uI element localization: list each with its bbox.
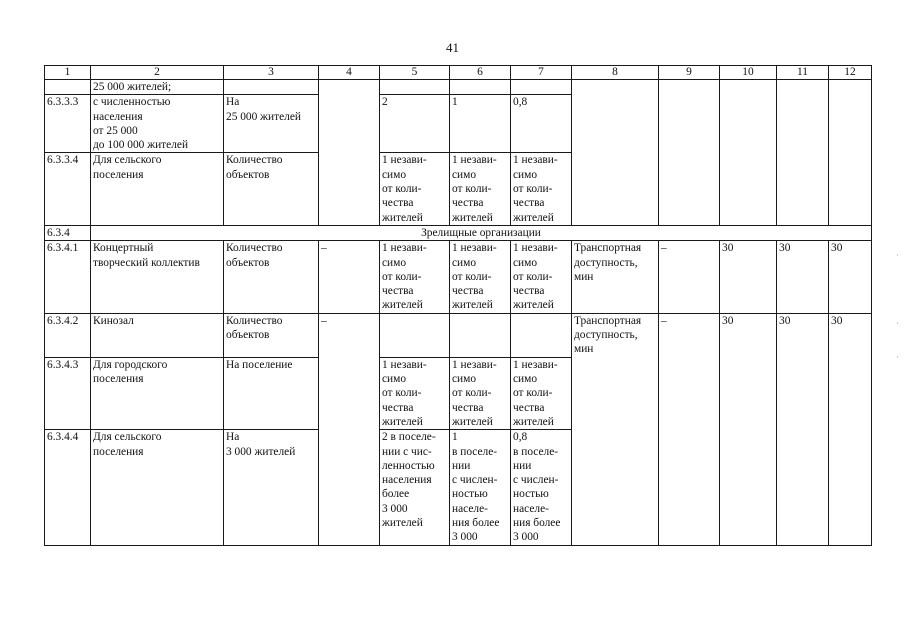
row-name-cell: Концертный творческий коллектив: [91, 241, 224, 313]
table-cell-col5: [380, 80, 450, 95]
table-cell-col4: [319, 80, 380, 226]
table-cell-col6: 1 незави- симо от коли- чества жителей: [450, 357, 511, 429]
page-number: 41: [446, 40, 459, 55]
table-cell-col7: 0,8: [511, 95, 572, 153]
row-code-cell: 6.3.4.4: [45, 430, 91, 545]
column-number: 3: [224, 66, 319, 80]
column-number: 2: [91, 66, 224, 80]
row-code-cell: 6.3.3.4: [45, 153, 91, 225]
row-name-cell: Для городского поселения: [91, 357, 224, 429]
row-name-cell: Для сельского поселения: [91, 430, 224, 545]
table-cell-col12: 30: [829, 241, 872, 313]
table-cell-col6: [450, 313, 511, 357]
table-cell-col5: 1 незави- симо от коли- чества жителей: [380, 153, 450, 225]
table-cell-col5: 2: [380, 95, 450, 153]
column-number: 6: [450, 66, 511, 80]
table-cell-col10: 30: [720, 241, 777, 313]
column-number: 10: [720, 66, 777, 80]
column-number: 7: [511, 66, 572, 80]
table-cell-col10: [720, 80, 777, 226]
row-unit-cell: Количество объектов: [224, 153, 319, 225]
norms-table: [44, 65, 872, 546]
table-cell-col11: [777, 80, 829, 226]
table-row: [45, 313, 872, 357]
row-code-cell: 6.3.4.2: [45, 313, 91, 357]
table-cell-col11: 30: [777, 241, 829, 313]
table-cell-col5: [380, 313, 450, 357]
row-name-cell: Для сельского поселения: [91, 153, 224, 225]
column-number: 5: [380, 66, 450, 80]
table-cell-col7: [511, 313, 572, 357]
table-row: [45, 80, 872, 95]
table-cell-col8: [572, 80, 659, 226]
table-cell-col12: [829, 80, 872, 226]
row-name-cell: 25 000 жителей;: [91, 80, 224, 95]
row-unit-cell: На 3 000 жителей: [224, 430, 319, 545]
scan-artifact-mark: ·: [896, 352, 899, 362]
table-cell-col9: –: [659, 241, 720, 313]
table-cell-col6: 1 незави- симо от коли- чества жителей: [450, 153, 511, 225]
table-cell-col12: 30: [829, 313, 872, 545]
row-unit-cell: [224, 80, 319, 95]
table-cell-col8: Транспортная доступность, мин: [572, 241, 659, 313]
table-cell-col7: [511, 80, 572, 95]
row-unit-cell: На поселение: [224, 357, 319, 429]
row-code-cell: 6.3.3.3: [45, 95, 91, 153]
table-cell-col5: 2 в поселе- нии с чис- ленностью населения более 3 000 жителей: [380, 430, 450, 545]
table-cell-col9: [659, 80, 720, 226]
column-number: 4: [319, 66, 380, 80]
table-cell-col4: –: [319, 241, 380, 313]
table-cell-col5: 1 незави- симо от коли- чества жителей: [380, 357, 450, 429]
table-cell-col7: 1 незави- симо от коли- чества жителей: [511, 153, 572, 225]
scan-artifact-mark: ·: [896, 318, 899, 328]
table-cell-col6: 1: [450, 95, 511, 153]
table-cell-col6: 1 в поселе- нии с числен- ностью населе- ния более 3 000: [450, 430, 511, 545]
row-unit-cell: Количество объектов: [224, 313, 319, 357]
table-cell-col10: 30: [720, 313, 777, 545]
table-cell-col7: 1 незави- симо от коли- чества жителей: [511, 241, 572, 313]
table-row: [45, 241, 872, 313]
column-number: 12: [829, 66, 872, 80]
table-cell-col7: 0,8 в поселе- нии с числен- ностью населе- ния более 3 000: [511, 430, 572, 545]
column-number: 9: [659, 66, 720, 80]
table-cell-col11: 30: [777, 313, 829, 545]
table-cell-col6: 1 незави- симо от коли- чества жителей: [450, 241, 511, 313]
scan-artifact-mark: ·: [896, 250, 899, 260]
row-code-cell: 6.3.4.3: [45, 357, 91, 429]
table-cell-col4: –: [319, 313, 380, 545]
row-name-cell: Кинозал: [91, 313, 224, 357]
section-title: Зрелищные организации: [91, 225, 872, 240]
row-unit-cell: Количество объектов: [224, 241, 319, 313]
row-code-cell: [45, 80, 91, 95]
column-number: 1: [45, 66, 91, 80]
row-name-cell: с численностью населения от 25 000 до 100 000 жителей: [91, 95, 224, 153]
table-cell-col8: Транспортная доступность, мин: [572, 313, 659, 545]
section-code-cell: 6.3.4: [45, 225, 91, 240]
table-cell-col9: –: [659, 313, 720, 545]
section-header-row: [45, 225, 872, 240]
table-cell-col7: 1 незави- симо от коли- чества жителей: [511, 357, 572, 429]
row-code-cell: 6.3.4.1: [45, 241, 91, 313]
row-unit-cell: На 25 000 жителей: [224, 95, 319, 153]
table-cell-col6: [450, 80, 511, 95]
column-number: 11: [777, 66, 829, 80]
column-number: 8: [572, 66, 659, 80]
table-cell-col5: 1 незави- симо от коли- чества жителей: [380, 241, 450, 313]
column-number-row: [45, 66, 872, 80]
